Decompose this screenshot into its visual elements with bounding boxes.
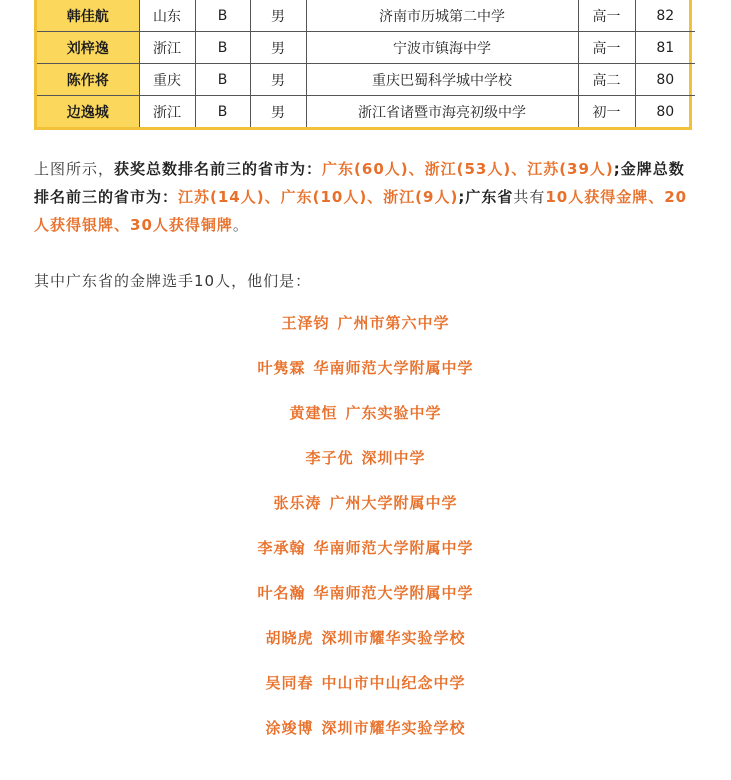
student-name-cell: 韩佳航 — [37, 0, 139, 32]
guangdong-medals-value: 10人获得金牌、20人获得银牌、30人获得铜牌 — [34, 188, 688, 234]
winner-school: 广州市第六中学 — [337, 314, 450, 332]
winner-school: 中山市中山纪念中学 — [321, 674, 466, 692]
winner-name: 王泽钧 — [281, 314, 330, 332]
province-cell: 浙江 — [139, 96, 195, 128]
gender-cell: 男 — [250, 64, 306, 96]
results-table — [37, 0, 695, 127]
winner-name: 涂竣博 — [265, 719, 314, 737]
winner-school: 深圳市耀华实验学校 — [321, 629, 466, 647]
winner-name: 李承翰 — [257, 539, 306, 557]
score-cell: 80 — [635, 96, 695, 128]
group-cell: B — [195, 96, 250, 128]
gold-top3-label: 金牌总数排名前三的省市为： — [34, 160, 685, 206]
gender-cell: 男 — [250, 96, 306, 128]
list-item — [0, 669, 731, 714]
winner-name: 吴同春 — [265, 674, 314, 692]
winner-name: 张乐涛 — [273, 494, 322, 512]
group-cell: B — [195, 64, 250, 96]
list-item — [0, 534, 731, 579]
winner-name: 叶隽霖 — [257, 359, 306, 377]
winner-school: 广东实验中学 — [345, 404, 442, 422]
award-top3-value: 广东(60人)、浙江(53人)、江苏(39人) — [322, 160, 614, 178]
winner-school: 华南师范大学附属中学 — [313, 539, 474, 557]
winner-name: 李子优 — [305, 449, 354, 467]
score-cell: 82 — [635, 0, 695, 32]
summary-end: 。 — [232, 216, 249, 234]
student-name-cell: 刘梓逸 — [37, 32, 139, 64]
list-item — [0, 624, 731, 669]
gold-winner-list — [0, 309, 731, 759]
province-cell: 浙江 — [139, 32, 195, 64]
winner-school: 华南师范大学附属中学 — [313, 584, 474, 602]
province-cell: 山东 — [139, 0, 195, 32]
award-top3-label: 获奖总数排名前三的省市为： — [114, 160, 323, 178]
table-row — [37, 0, 695, 32]
table-row — [37, 96, 695, 128]
list-item — [0, 489, 731, 534]
gender-cell: 男 — [250, 32, 306, 64]
list-item — [0, 444, 731, 489]
grade-cell: 初一 — [578, 96, 635, 128]
summary-separator: ; — [613, 160, 621, 178]
list-item — [0, 399, 731, 444]
guangdong-mid-text: 共有 — [513, 188, 546, 206]
group-cell: B — [195, 0, 250, 32]
winner-school: 深圳市耀华实验学校 — [321, 719, 466, 737]
winner-name: 胡晓虎 — [265, 629, 314, 647]
grade-cell: 高一 — [578, 0, 635, 32]
gold-intro-text: 其中广东省的金牌选手10人，他们是： — [34, 272, 312, 290]
list-item — [0, 354, 731, 399]
student-name-cell: 边逸城 — [37, 96, 139, 128]
winner-school: 广州大学附属中学 — [329, 494, 458, 512]
winner-name: 黄建恒 — [289, 404, 338, 422]
summary-separator: ; — [458, 188, 466, 206]
score-cell: 80 — [635, 64, 695, 96]
province-cell: 重庆 — [139, 64, 195, 96]
winner-name: 叶名瀚 — [257, 584, 306, 602]
results-table-frame — [34, 0, 692, 130]
score-cell: 81 — [635, 32, 695, 64]
winner-school: 深圳中学 — [361, 449, 426, 467]
gender-cell: 男 — [250, 0, 306, 32]
list-item — [0, 714, 731, 759]
school-cell: 浙江省诸暨市海亮初级中学 — [306, 96, 578, 128]
gold-top3-value: 江苏(14人)、广东(10人)、浙江(9人) — [178, 188, 459, 206]
grade-cell: 高二 — [578, 64, 635, 96]
summary-lead: 上图所示， — [34, 160, 115, 178]
table-row — [37, 64, 695, 96]
table-row — [37, 32, 695, 64]
grade-cell: 高一 — [578, 32, 635, 64]
group-cell: B — [195, 32, 250, 64]
school-cell: 重庆巴蜀科学城中学校 — [306, 64, 578, 96]
student-name-cell: 陈作将 — [37, 64, 139, 96]
list-item — [0, 579, 731, 624]
school-cell: 济南市历城第二中学 — [306, 0, 578, 32]
summary-paragraph — [34, 155, 694, 239]
list-item — [0, 309, 731, 354]
school-cell: 宁波市镇海中学 — [306, 32, 578, 64]
winner-school: 华南师范大学附属中学 — [313, 359, 474, 377]
guangdong-label: 广东省 — [465, 188, 514, 206]
